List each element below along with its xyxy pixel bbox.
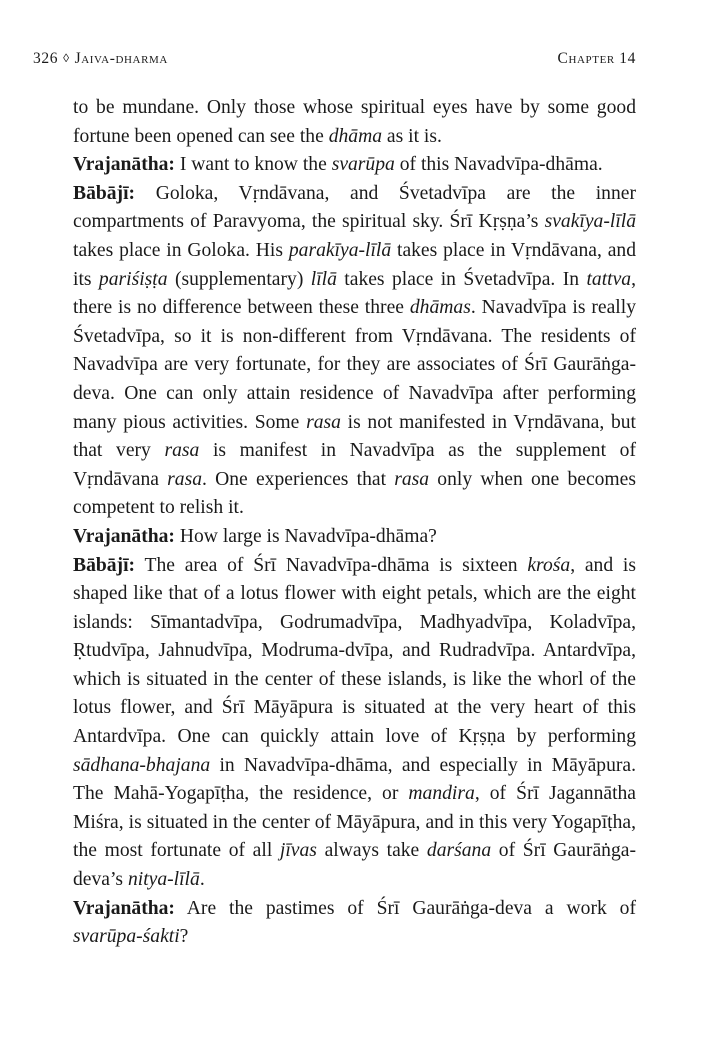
- paragraph: [73, 94, 636, 151]
- text-run: , there is no difference between these three: [73, 268, 636, 319]
- paragraph: [73, 895, 636, 952]
- body-text: [73, 94, 636, 952]
- chapter-label: Chapter 14: [557, 50, 636, 67]
- italic-term: darśana: [426, 840, 492, 862]
- text-run: Goloka, Vṛndāvana, and Śvetadvīpa are the inner compartments of Paravyoma, the spiritual sky. Śrī Kṛṣṇa’s: [73, 182, 636, 233]
- italic-term: dhāmas: [409, 297, 471, 319]
- diamond-separator-icon: ◊: [63, 51, 70, 65]
- text-run: takes place in Śvetadvīpa. In: [336, 268, 587, 290]
- italic-term: pariśiṣṭa: [98, 268, 168, 290]
- header-left: [33, 50, 168, 68]
- italic-term: rasa: [164, 440, 200, 462]
- italic-term: līlā: [310, 268, 337, 290]
- text-run: , and is shaped like that of a lotus flower with eight petals, which are the eight islands: Sīmantadvīpa, Godrumadvīpa, Madhyadvīpa, Koladvīpa, Ṛtudvīpa, Jahnudvīpa, Modruma-dvīpa, and Rudradvīpa. Antardvīpa, which is situated in the center of these islands, is like the whorl of the lotus flower, and Śrī Māyāpura is situated at the very heart of this Antardvīpa. One can quickly attain love of Kṛṣṇa by performing: [73, 554, 636, 748]
- italic-term: dhāma: [328, 125, 383, 147]
- text-run: .: [199, 869, 205, 891]
- text-run: takes place in Vṛndāvana, and its: [73, 239, 636, 290]
- text-run: I want to know the: [174, 154, 332, 176]
- italic-term: rasa: [306, 411, 341, 433]
- speaker-name: Bābājī:: [73, 182, 136, 204]
- italic-term: svarūpa-śakti: [73, 926, 180, 948]
- speaker-name: Vrajanātha:: [73, 525, 175, 547]
- text-run: of this Navadvīpa-dhāma.: [394, 154, 603, 176]
- text-run: takes place in Goloka. His: [73, 239, 289, 261]
- text-run: of Śrī Gaurāṅga-deva’s: [73, 840, 636, 891]
- italic-term: jīvas: [279, 840, 317, 862]
- text-run: only when one becomes competent to relish it.: [73, 468, 636, 519]
- text-run: as it is.: [382, 125, 442, 147]
- text-run: in Navadvīpa-dhāma, and especially in Māyāpura. The Mahā-Yogapīṭha, the residence, or: [73, 754, 636, 805]
- italic-term: sādhana-bhajana: [73, 754, 211, 776]
- page-number: 326: [33, 50, 59, 67]
- paragraph: [73, 151, 636, 180]
- running-header: [33, 50, 636, 72]
- italic-term: mandira: [408, 783, 475, 805]
- speaker-name: Vrajanātha:: [73, 897, 175, 919]
- text-run: The area of Śrī Navadvīpa-dhāma is sixteen: [135, 554, 528, 576]
- italic-term: svarūpa: [331, 154, 395, 176]
- italic-term: svakīya-līlā: [544, 211, 636, 233]
- paragraph: [73, 523, 636, 552]
- text-run: always take: [316, 840, 427, 862]
- italic-term: krośa: [527, 554, 571, 576]
- italic-term: parakīya-līlā: [288, 239, 392, 261]
- italic-term: rasa: [394, 468, 430, 490]
- speaker-name: Bābājī:: [73, 554, 136, 576]
- text-run: is manifest in Navadvīpa as the supplement of Vṛndāvana: [73, 440, 636, 490]
- text-run: How large is Navadvīpa-dhāma?: [174, 525, 437, 547]
- text-run: is not manifested in Vṛndāvana, but that very: [73, 411, 636, 462]
- text-run: ?: [179, 926, 189, 948]
- text-run: Are the pastimes of Śrī Gaurāṅga-deva a work of: [174, 897, 636, 919]
- text-run: . One experiences that: [202, 468, 395, 490]
- paragraph: [73, 552, 636, 895]
- text-run: to be mundane. Only those whose spiritual eyes have by some good fortune been opened can see the: [73, 97, 636, 147]
- speaker-name: Vrajanātha:: [73, 154, 175, 176]
- italic-term: nitya-līlā: [127, 869, 200, 891]
- book-title: Jaiva-dharma: [74, 50, 168, 67]
- text-run: (supplementary): [167, 268, 311, 290]
- text-run: . Navadvīpa is really Śvetadvīpa, so it is non-different from Vṛndāvana. The residents of Navadvīpa are very fortunate, for they are associates of Śrī Gaurāṅga-deva. One can only attain residence of Navadvīpa after performing many pious activities. Some: [73, 297, 636, 433]
- paragraph: [73, 180, 636, 523]
- text-run: , of Śrī Jagannātha Miśra, is situated in the center of Māyāpura, and in this very Yogapīṭha, the most fortunate of all: [73, 783, 636, 862]
- italic-term: tattva: [586, 268, 632, 290]
- italic-term: rasa: [167, 468, 203, 490]
